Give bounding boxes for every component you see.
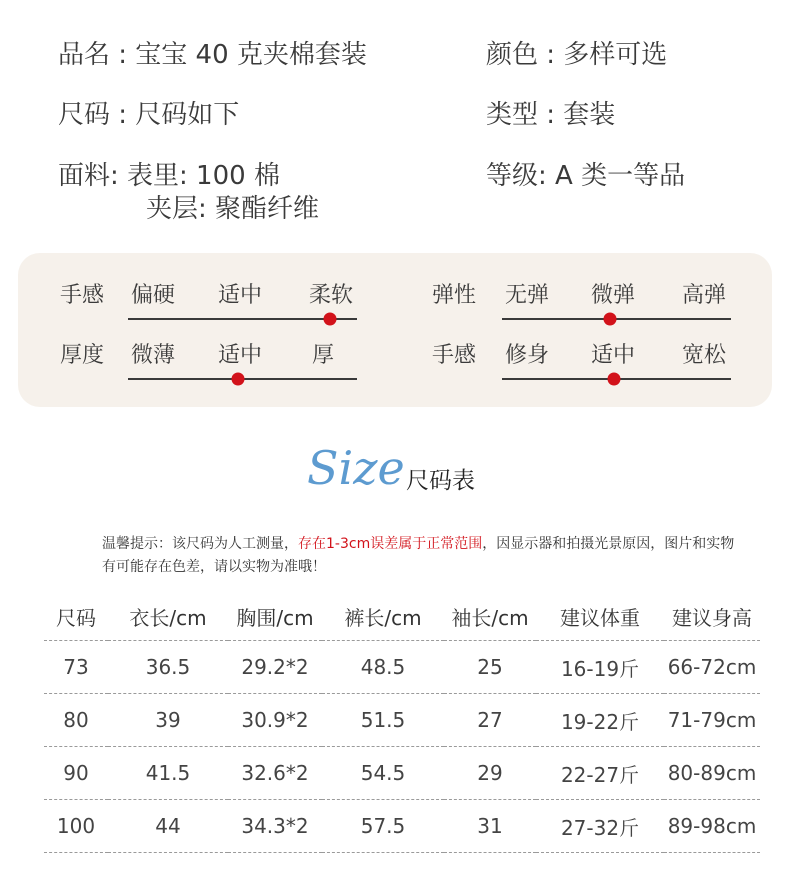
table-row xyxy=(44,641,760,694)
table-cell: 27-32斤 xyxy=(536,800,664,853)
product-type: 类型 : 套装 xyxy=(486,100,616,130)
table-row xyxy=(44,694,760,747)
header-weight: 建议体重 xyxy=(560,605,640,630)
scale-indicator-dot xyxy=(231,373,244,386)
product-name: 品名 : 宝宝 40 克夹棉套装 xyxy=(58,40,367,70)
table-cell: 31 xyxy=(444,800,536,853)
scale-track xyxy=(502,318,731,320)
table-cell: 22-27斤 xyxy=(536,747,664,800)
size-logo xyxy=(305,440,405,496)
table-cell: 44 xyxy=(108,800,228,853)
size-table-header xyxy=(44,592,760,641)
table-cell: 100 xyxy=(44,800,108,853)
product-color: 颜色 : 多样可选 xyxy=(486,40,668,70)
table-cell: 51.5 xyxy=(322,694,444,747)
product-fabric-line2: 夹层: 聚酯纤维 xyxy=(146,194,320,224)
scale-indicator-dot xyxy=(603,313,616,326)
scale-option: 微弹 xyxy=(590,283,636,308)
scale-option: 修身 xyxy=(504,343,550,368)
table-cell: 80 xyxy=(44,694,108,747)
table-cell: 36.5 xyxy=(108,641,228,694)
scale-option: 适中 xyxy=(217,343,263,368)
table-cell: 19-22斤 xyxy=(536,694,664,747)
size-logo-text: Size xyxy=(307,441,405,495)
table-cell: 48.5 xyxy=(322,641,444,694)
scale-indicator-dot xyxy=(608,373,621,386)
table-cell: 32.6*2 xyxy=(228,747,322,800)
notice-highlight: 存在1-3cm误差属于正常范围 xyxy=(298,536,483,552)
table-row xyxy=(44,800,760,853)
table-cell: 41.5 xyxy=(108,747,228,800)
table-cell: 80-89cm xyxy=(664,747,760,800)
size-chart-title: 尺码表 xyxy=(406,468,475,494)
table-cell: 29 xyxy=(444,747,536,800)
scale-option: 厚 xyxy=(311,343,335,368)
product-grade: 等级: A 类一等品 xyxy=(486,161,686,191)
table-cell: 89-98cm xyxy=(664,800,760,853)
header-chest: 胸围/cm xyxy=(236,605,314,630)
table-cell: 39 xyxy=(108,694,228,747)
table-row xyxy=(44,747,760,800)
table-cell: 25 xyxy=(444,641,536,694)
table-cell: 57.5 xyxy=(322,800,444,853)
header-top-length: 衣长/cm xyxy=(129,605,207,630)
scale-option: 适中 xyxy=(217,283,263,308)
scale-option: 柔软 xyxy=(308,283,354,308)
notice-prefix: 温馨提示：该尺码为人工测量， xyxy=(102,536,298,552)
table-cell: 30.9*2 xyxy=(228,694,322,747)
attribute-panel xyxy=(18,253,772,407)
notice-suffix: ，因显示器和拍摄光景原因，图片和实物有可能存在色差，请以实物为准哦！ xyxy=(102,536,735,575)
size-notice xyxy=(102,533,742,579)
scale-option: 宽松 xyxy=(681,343,727,368)
table-cell: 66-72cm xyxy=(664,641,760,694)
header-sleeve-length: 袖长/cm xyxy=(451,605,529,630)
scale-option: 偏硬 xyxy=(130,283,176,308)
table-cell: 16-19斤 xyxy=(536,641,664,694)
scale-option: 适中 xyxy=(590,343,636,368)
scale-option: 无弹 xyxy=(504,283,550,308)
scale-label: 弹性 xyxy=(432,283,477,308)
scale-label: 手感 xyxy=(60,283,105,308)
header-height: 建议身高 xyxy=(672,605,752,630)
table-cell: 27 xyxy=(444,694,536,747)
scale-label: 厚度 xyxy=(60,343,105,368)
scale-option: 高弹 xyxy=(681,283,727,308)
table-cell: 90 xyxy=(44,747,108,800)
table-cell: 73 xyxy=(44,641,108,694)
table-cell: 54.5 xyxy=(322,747,444,800)
header-size: 尺码 xyxy=(56,605,96,630)
header-pants-length: 裤长/cm xyxy=(344,605,422,630)
table-cell: 34.3*2 xyxy=(228,800,322,853)
table-cell: 71-79cm xyxy=(664,694,760,747)
product-size: 尺码 : 尺码如下 xyxy=(58,100,240,130)
scale-indicator-dot xyxy=(323,313,336,326)
product-fabric-line1: 面料: 表里: 100 棉 xyxy=(58,161,280,191)
table-cell: 29.2*2 xyxy=(228,641,322,694)
scale-option: 微薄 xyxy=(130,343,176,368)
size-table xyxy=(44,592,760,853)
scale-label: 手感 xyxy=(432,343,477,368)
